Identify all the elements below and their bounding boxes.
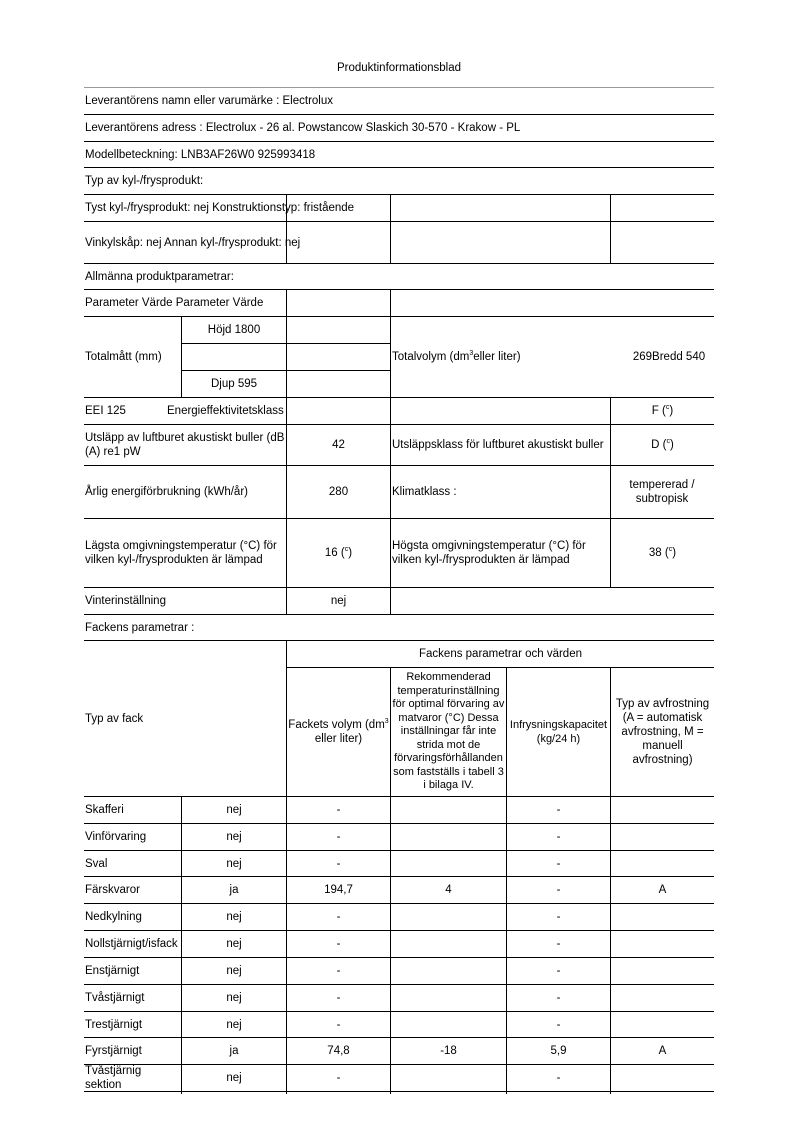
general-heading: Allmänna produktparametrar: bbox=[85, 270, 234, 283]
cell-present: nej bbox=[226, 804, 242, 816]
cell-name: Enstjärnigt bbox=[85, 965, 140, 977]
cell-defrost bbox=[611, 824, 714, 850]
winter-setting-label: Vinterinställning bbox=[85, 595, 166, 607]
col-header-type: Typ av fack bbox=[85, 712, 144, 725]
min-temp-value: 16 ($^c$) bbox=[324, 546, 353, 559]
cell-freeze: - bbox=[556, 858, 561, 870]
compartments-subheading: Fackens parametrar och värden bbox=[419, 648, 582, 660]
cell-defrost bbox=[611, 851, 714, 877]
cell-temp: -18 bbox=[440, 1045, 457, 1057]
cell-temp bbox=[391, 851, 506, 877]
cell-freeze: - bbox=[556, 884, 561, 896]
height-value: Höjd 1800 bbox=[207, 324, 261, 336]
cell-temp bbox=[391, 797, 506, 823]
noise-value: 42 bbox=[332, 439, 345, 451]
depth-value: Djup 595 bbox=[210, 378, 258, 390]
cell-name: Nedkylning bbox=[85, 911, 142, 923]
cell-defrost bbox=[611, 958, 714, 984]
type-heading: Typ av kyl-/frysprodukt: bbox=[85, 175, 204, 187]
noise-label: Utsläpp av luftburet akustiskt buller (dB (A) re1 pW bbox=[85, 432, 285, 458]
cell-volume: - bbox=[336, 804, 341, 816]
cell-defrost bbox=[611, 1065, 714, 1091]
cell-freeze: - bbox=[556, 1019, 561, 1031]
cell-name: Tvåstjärnig sektion bbox=[85, 1065, 142, 1091]
quiet-appliance: Tyst kyl-/frysprodukt: nej Konstruktionstyp: fristående bbox=[85, 202, 355, 214]
cell-volume: - bbox=[336, 831, 341, 843]
cell-name: Nollstjärnigt/isfack bbox=[85, 938, 178, 950]
cell-volume: - bbox=[336, 858, 341, 870]
divider bbox=[610, 194, 611, 263]
max-temp-value: 38 ($^c$) bbox=[648, 546, 677, 559]
annual-energy-label: Årlig energiförbrukning (kWh/år) bbox=[85, 486, 248, 498]
cell-present: nej bbox=[226, 831, 242, 843]
supplier-address: Leverantörens adress : Electrolux - 26 al. Powstancow Slaskich 30-570 - Krakow - PL bbox=[85, 122, 521, 134]
cell-freeze: - bbox=[556, 992, 561, 1004]
cell-defrost: A bbox=[658, 1045, 667, 1057]
col-header-defrost: Typ av avfrostning (A = automatisk avfrostning, M = manuell avfrostning) bbox=[615, 698, 710, 766]
cell-name: Trestjärnigt bbox=[85, 1019, 143, 1031]
cell-temp: 4 bbox=[445, 884, 452, 896]
cell-present: nej bbox=[226, 1019, 242, 1031]
cell-freeze: - bbox=[556, 965, 561, 977]
divider bbox=[390, 289, 391, 614]
annual-energy-value: 280 bbox=[328, 486, 349, 498]
cell-defrost bbox=[611, 904, 714, 930]
climate-class-label: Klimatklass : bbox=[392, 486, 457, 498]
cell-freeze: - bbox=[556, 911, 561, 923]
col-header-freezing: Infrysningskapacitet (kg/24 h) bbox=[509, 719, 608, 745]
cell-present: nej bbox=[226, 992, 242, 1004]
min-temp-label: Lägsta omgivningstemperatur (°C) för vilken kyl-/frysprodukten är lämpad bbox=[85, 540, 277, 566]
supplier-name: Leverantörens namn eller varumärke : Electrolux bbox=[85, 95, 334, 107]
cell-defrost bbox=[611, 985, 714, 1011]
cell-defrost bbox=[611, 797, 714, 823]
cell-volume: - bbox=[336, 938, 341, 950]
cell-temp bbox=[391, 1012, 506, 1038]
cell-present: nej bbox=[226, 965, 242, 977]
cell-temp bbox=[391, 931, 506, 957]
cell-present: nej bbox=[226, 1072, 242, 1084]
energy-class-label: Energieffektivitetsklass bbox=[167, 405, 284, 417]
compartments-heading: Fackens parametrar : bbox=[85, 621, 195, 634]
cell-present: nej bbox=[226, 911, 242, 923]
cell-temp bbox=[391, 904, 506, 930]
wine-storage: Vinkylskåp: nej Annan kyl-/frysprodukt: nej bbox=[85, 236, 301, 249]
cell-freeze: - bbox=[556, 938, 561, 950]
cell-present: nej bbox=[226, 858, 242, 870]
cell-temp bbox=[391, 958, 506, 984]
cell-defrost bbox=[611, 931, 714, 957]
cell-name: Fyrstjärnigt bbox=[85, 1045, 142, 1057]
climate-class-value: tempererad / subtropisk bbox=[629, 479, 695, 505]
cell-defrost bbox=[611, 1012, 714, 1038]
cell-present: nej bbox=[226, 938, 242, 950]
cell-volume: - bbox=[336, 911, 341, 923]
cell-defrost: A bbox=[658, 884, 667, 896]
cell-volume: 194,7 bbox=[324, 884, 353, 896]
total-volume-label: Totalvolym ($dm^3eller$ liter) bbox=[392, 350, 521, 363]
cell-name: Sval bbox=[85, 858, 108, 870]
max-temp-label: Högsta omgivningstemperatur (°C) för vilken kyl-/frysprodukten är lämpad bbox=[392, 540, 586, 566]
cell-volume: - bbox=[336, 965, 341, 977]
dimensions-label: Totalmått (mm) bbox=[85, 351, 162, 363]
col-header-volume: Fackets volym ($dm^3$ eller liter) bbox=[288, 718, 389, 745]
cell-freeze: 5,9 bbox=[550, 1045, 567, 1057]
cell-name: Vinförvaring bbox=[85, 831, 147, 843]
cell-volume: - bbox=[336, 1072, 341, 1084]
page-title: Produktinformationsblad bbox=[336, 62, 461, 74]
cell-volume: 74,8 bbox=[327, 1045, 350, 1057]
cell-freeze: - bbox=[556, 1072, 561, 1084]
winter-setting-value: nej bbox=[330, 595, 347, 607]
cell-volume: - bbox=[336, 992, 341, 1004]
energy-class-value: F ($^c$) bbox=[651, 404, 674, 417]
eei-value: EEI 125 bbox=[85, 405, 126, 417]
cell-present: ja bbox=[229, 884, 239, 896]
cell-temp bbox=[391, 824, 506, 850]
cell-freeze: - bbox=[556, 804, 561, 816]
cell-temp bbox=[391, 1065, 506, 1091]
col-header-temperature: Rekommenderad temperaturinställning för optimal förvaring av matvaror (°C) Dessa inställningar får inte strida mot de förvaringsförhållanden som fastställs i tabell 3 i bilaga IV. bbox=[392, 671, 505, 792]
cell-name: Färskvaror bbox=[85, 884, 140, 896]
cell-volume: - bbox=[336, 1019, 341, 1031]
cell-present: ja bbox=[229, 1045, 239, 1057]
model-identifier: Modellbeteckning: LNB3AF26W0 925993418 bbox=[85, 148, 316, 161]
total-volume-value: 269Bredd 540 bbox=[632, 351, 706, 363]
cell-freeze: - bbox=[556, 831, 561, 843]
noise-class-label: Utsläppsklass för luftburet akustiskt buller bbox=[392, 439, 604, 451]
cell-name: Skafferi bbox=[85, 804, 124, 816]
noise-class-value: D ($^c$) bbox=[651, 438, 674, 451]
cell-temp bbox=[391, 985, 506, 1011]
cell-name: Tvåstjärnigt bbox=[85, 992, 145, 1004]
param-header: Parameter Värde Parameter Värde bbox=[85, 297, 264, 309]
